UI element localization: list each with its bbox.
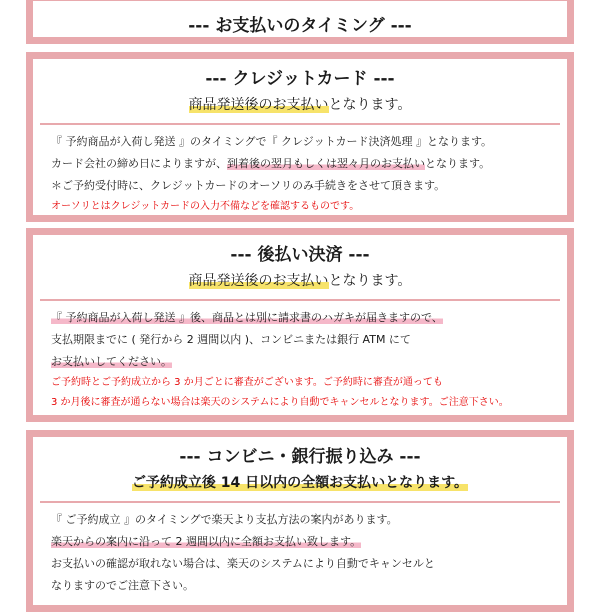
credit-card-title: --- クレジットカード ---	[205, 69, 395, 89]
credit-card-line-1: 『 予約商品が入荷し発送 』のタイミングで『 クレジットカード決済処理 』となります。	[51, 135, 493, 148]
deferred-payment-section	[26, 228, 574, 422]
page-title: --- お支払いのタイミング ---	[188, 16, 412, 36]
deferred-payment-body	[33, 301, 567, 413]
credit-card-line-2-a: カード会社の締め日によりますが、	[51, 157, 227, 170]
convenience-bank-line-2	[51, 531, 567, 553]
credit-card-body	[33, 125, 567, 217]
deferred-payment-subtitle	[40, 271, 560, 291]
timing-header-box	[26, 0, 574, 44]
credit-card-header	[40, 59, 560, 125]
convenience-bank-section	[26, 430, 574, 612]
deferred-payment-note-1: ご予約時とご予約成立から 3 か月ごとに審査がございます。ご予約時に審査が通っても	[51, 377, 443, 388]
credit-card-line-2	[51, 153, 567, 175]
convenience-bank-subtitle	[40, 473, 560, 493]
deferred-payment-title: --- 後払い決済 ---	[230, 245, 370, 265]
deferred-payment-line-1-highlight: 『 予約商品が入荷し発送 』後、商品とは別に請求書のハガキが届きますので、	[51, 311, 443, 324]
deferred-payment-line-2: 支払期限までに ( 発行から 2 週間以内 )、コンビニまたは銀行 ATM にて	[51, 333, 411, 346]
convenience-bank-body	[33, 503, 567, 597]
convenience-bank-line-1: 『 ご予約成立 』のタイミングで楽天より支払方法の案内があります。	[51, 513, 398, 526]
credit-card-line-3: ＊ご予約受付時に、クレジットカードのオーソリのみ手続きをさせて頂きます。	[51, 179, 446, 192]
deferred-payment-subtitle-rest: となります。	[328, 273, 412, 289]
credit-card-subtitle-highlight: 商品発送後のお支払い	[188, 97, 329, 113]
deferred-payment-line-3	[51, 351, 567, 373]
deferred-payment-subtitle-highlight: 商品発送後のお支払い	[188, 273, 329, 289]
credit-card-note: オーソリとはクレジットカードの入力不備などを確認するものです。	[51, 201, 360, 212]
credit-card-subtitle	[40, 95, 560, 115]
convenience-bank-subtitle-highlight: ご予約成立後 14 日以内の全額お支払いとなります。	[131, 475, 469, 491]
credit-card-section	[26, 52, 574, 222]
deferred-payment-note-2: 3 か月後に審査が通らない場合は楽天のシステムにより自動でキャンセルとなります。ご注意下さい。	[51, 397, 509, 408]
convenience-bank-title: --- コンビニ・銀行振り込み ---	[179, 447, 421, 467]
deferred-payment-line-1	[51, 307, 567, 329]
convenience-bank-header	[40, 437, 560, 503]
credit-card-line-2-b: となります。	[425, 157, 491, 170]
convenience-bank-line-2-highlight: 楽天からの案内に沿って 2 週間以内に全額お支払い致します。	[51, 535, 362, 548]
convenience-bank-line-3: お支払いの確認が取れない場合は、楽天のシステムにより自動でキャンセルと	[51, 557, 435, 570]
credit-card-line-2-highlight: 到着後の翌月もしくは翌々月のお支払い	[227, 157, 425, 170]
credit-card-subtitle-rest: となります。	[328, 97, 412, 113]
deferred-payment-header	[40, 235, 560, 301]
deferred-payment-line-3-highlight: お支払いしてください。	[51, 355, 172, 368]
convenience-bank-line-4: なりますのでご注意下さい。	[51, 579, 194, 592]
